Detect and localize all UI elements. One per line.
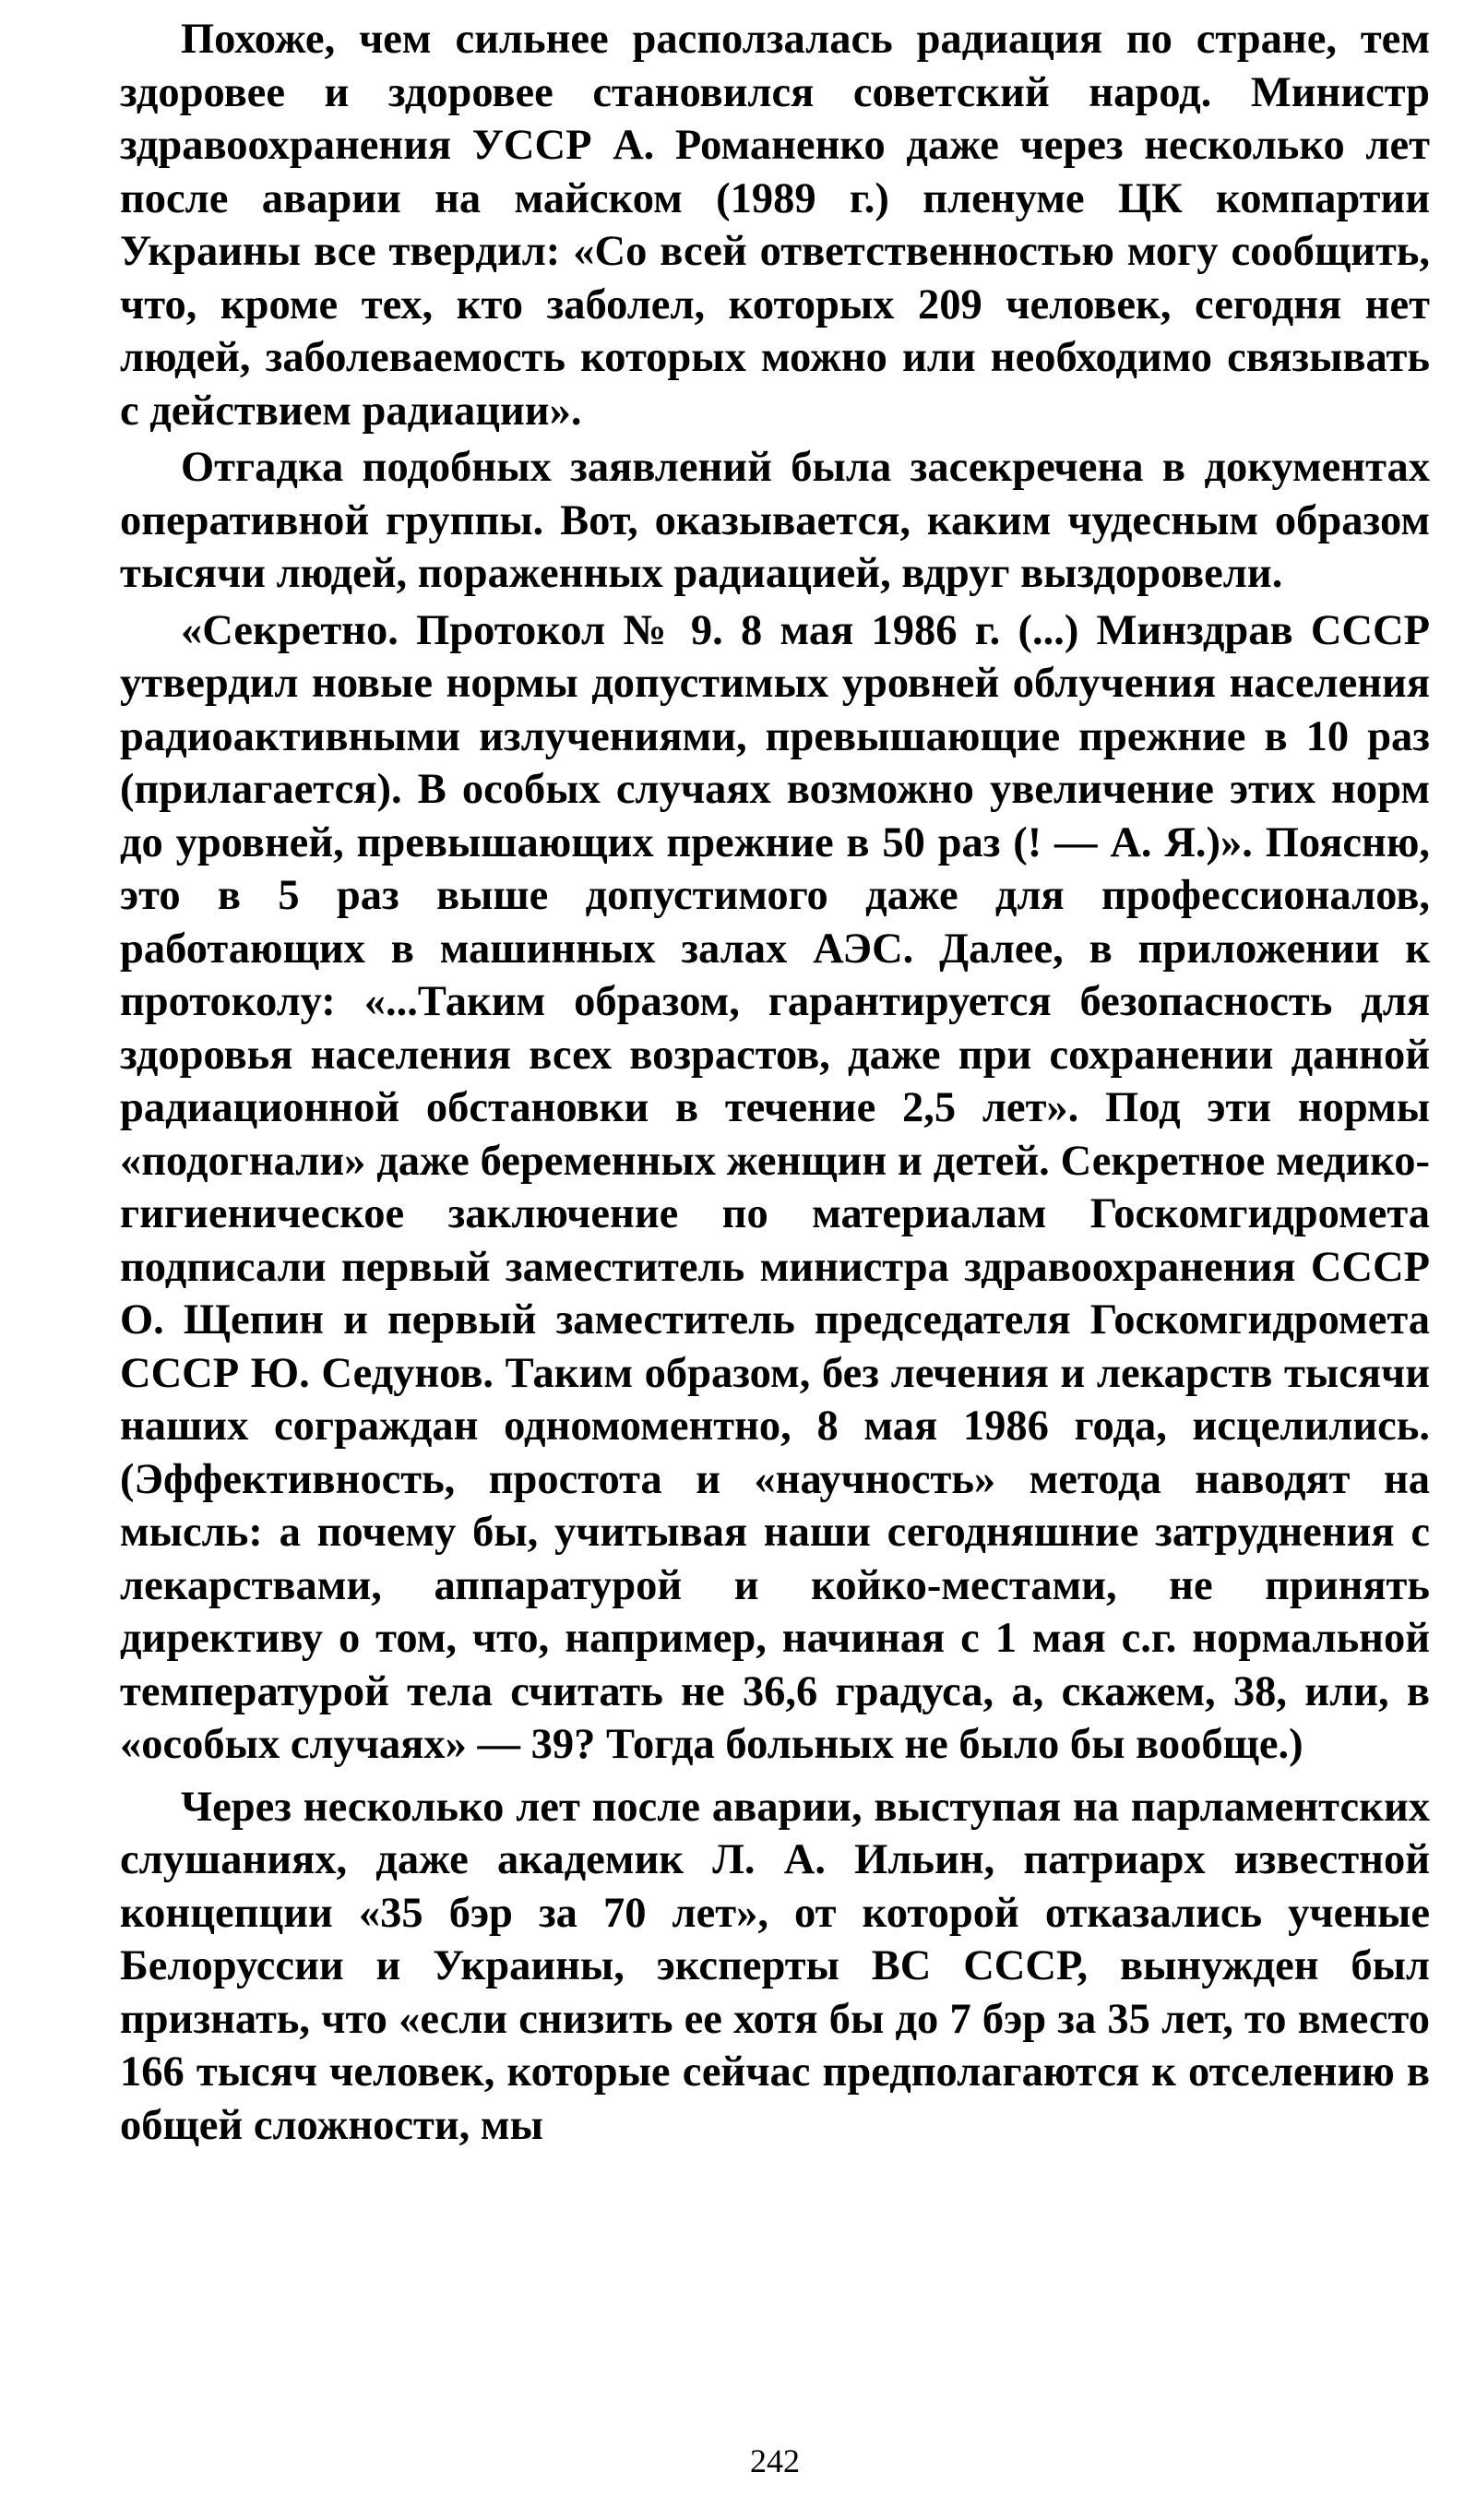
paragraph-3: «Секретно. Протокол № 9. 8 мая 1986 г. (...) Минздрав СССР утвердил новые нормы допустимых уровней облучения населения радиоактивными излучениями, превышающие прежние в 10 раз (прилагается). В особых случаях возможно увеличение этих норм до уровней, превышающих прежние в 50 раз (! — А. Я.)». Поясню, это в 5 раз выше допустимого даже для профессионалов, работающих в машинных залах АЭС. Далее, в приложении к протоколу: «...Таким образом, гарантируется безопасность для здоровья населения всех возрастов, даже при сохранении данной радиационной обстановки в течение 2,5 лет». Под эти нормы «подогнали» даже беременных женщин и детей. Секретное медико-гигиеническое заключение по материалам Госкомгидромета подписали первый заместитель министра здравоохранения СССР О. Щепин и первый заместитель председателя Госкомгидромета СССР Ю. Седунов. Таким образом, без лечения и лекарств тысячи наших сограждан одномоментно, 8 мая 1986 года, исцелились. (Эффективность, простота и «научность» метода наводят на мысль: а почему бы, учитывая наши сегодняшние затруднения с лекарствами, аппаратурой и койко-местами, не принять директиву о том, что, например, начиная с 1 мая с.г. нормальной температурой тела считать не 36,6 градуса, а, скажем, 38, или, в «особых случаях» — 39? Тогда больных не было бы вообще.) [120, 606, 1430, 1768]
page-number: 242 [750, 2442, 800, 2479]
paragraph-2: Отгадка подобных заявлений была засекречена в документах оперативной группы. Вот, оказывается, каким чудесным образом тысячи людей, пораженных радиацией, вдруг выздоровели. [120, 444, 1430, 597]
paragraph-4: Через несколько лет после аварии, выступая на парламентских слушаниях, даже академик Л. А. Ильин, патриарх известной концепции «35 бэр за 70 лет», от которой отказались ученые Белоруссии и Украины, эксперты ВС СССР, вынужден был признать, что «если снизить ее хотя бы до 7 бэр за 35 лет, то вместо 166 тысяч человек, которые сейчас предполагаются к отселению в общей сложности, мы [120, 1783, 1430, 2149]
book-page [120, 13, 1430, 2504]
paragraph-1: Похоже, чем сильнее расползалась радиация по стране, тем здоровее и здоровее становился советский народ. Министр здравоохранения УССР А. Романенко даже через несколько лет после аварии на майском (1989 г.) пленуме ЦК компартии Украины все твердил: «Со всей ответственностью могу сообщить, что, кроме тех, кто заболел, которых 209 человек, сегодня нет людей, заболеваемость которых можно или необходимо связывать с действием радиации». [120, 16, 1430, 435]
